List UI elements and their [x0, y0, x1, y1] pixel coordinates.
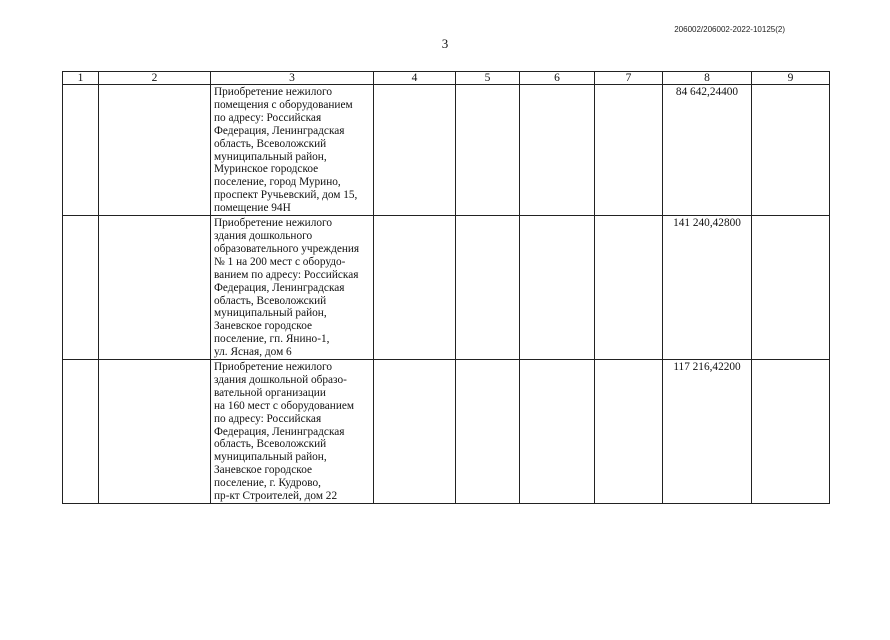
description-line: здания дошкольной образо- — [214, 373, 347, 386]
description-line: Приобретение нежилого — [214, 217, 332, 230]
description-line: муниципальный район, — [214, 150, 327, 163]
description-line: Заневское городское — [214, 464, 313, 477]
column-header: 4 — [374, 72, 456, 85]
table-cell — [595, 216, 663, 360]
table-cell — [374, 85, 456, 216]
document-id: 206002/206002-2022-10125(2) — [674, 25, 785, 34]
description-line: поселение, город Мурино, — [214, 176, 341, 189]
description-line: муниципальный район, — [214, 451, 327, 464]
description-line: ванием по адресу: Российская — [214, 268, 359, 281]
table-cell — [63, 216, 99, 360]
page-number: 3 — [441, 36, 449, 51]
table-cell — [99, 85, 211, 216]
table-cell — [63, 360, 99, 504]
description-line: здания дошкольного — [214, 229, 313, 242]
description-line: область, Всеволожский — [214, 137, 327, 150]
table-cell — [374, 360, 456, 504]
header-row — [63, 72, 830, 85]
description-line: ул. Ясная, дом 6 — [214, 346, 292, 359]
description-line: помещение 94Н — [214, 202, 291, 215]
amount-cell: 84 642,24400 — [663, 85, 752, 216]
description-line: образовательного учреждения — [214, 242, 360, 255]
description-line: № 1 на 200 мест с оборудо- — [214, 255, 346, 268]
amount-cell: 141 240,42800 — [663, 216, 752, 360]
column-header: 2 — [99, 72, 211, 85]
description-line: вательной организации — [214, 386, 326, 399]
description-line: область, Всеволожский — [214, 438, 327, 451]
description-line: Муринское городское — [214, 163, 319, 176]
table-row — [63, 85, 830, 216]
description-line: на 160 мест с оборудованием — [214, 399, 355, 412]
table-cell — [456, 216, 520, 360]
description-line: область, Всеволожский — [214, 294, 327, 307]
table-cell — [456, 85, 520, 216]
description-line: Приобретение нежилого — [214, 86, 332, 98]
table-cell — [374, 216, 456, 360]
description-line: проспект Ручьевский, дом 15, — [214, 189, 358, 202]
column-header: 8 — [663, 72, 752, 85]
column-header: 5 — [456, 72, 520, 85]
description-cell — [211, 85, 374, 216]
table-cell — [752, 85, 830, 216]
table-cell — [99, 216, 211, 360]
table-cell — [99, 360, 211, 504]
description-line: Федерация, Ленинградская — [214, 281, 345, 294]
table-cell — [595, 85, 663, 216]
description-line: Федерация, Ленинградская — [214, 425, 345, 438]
column-header: 7 — [595, 72, 663, 85]
description-line: поселение, гп. Янино-1, — [214, 333, 330, 346]
table-cell — [752, 216, 830, 360]
description-cell — [211, 360, 374, 504]
column-header: 1 — [63, 72, 99, 85]
column-header: 3 — [211, 72, 374, 85]
description-line: поселение, г. Кудрово, — [214, 477, 321, 490]
column-header: 6 — [520, 72, 595, 85]
table-row — [63, 216, 830, 360]
table-cell — [595, 360, 663, 504]
description-line: пр-кт Строителей, дом 22 — [214, 490, 338, 503]
description-line: Федерация, Ленинградская — [214, 124, 345, 137]
data-table — [62, 71, 830, 504]
table-row — [63, 360, 830, 504]
table-cell — [456, 360, 520, 504]
description-cell — [211, 216, 374, 360]
description-line: Заневское городское — [214, 320, 313, 333]
description-line: по адресу: Российская — [214, 412, 322, 425]
description-line: по адресу: Российская — [214, 111, 322, 124]
description-line: помещения с оборудованием — [214, 98, 353, 111]
table-cell — [520, 216, 595, 360]
table-cell — [63, 85, 99, 216]
amount-cell: 117 216,42200 — [663, 360, 752, 504]
description-line: муниципальный район, — [214, 307, 327, 320]
table-cell — [752, 360, 830, 504]
table-cell — [520, 85, 595, 216]
table-cell — [520, 360, 595, 504]
description-line: Приобретение нежилого — [214, 361, 332, 374]
column-header: 9 — [752, 72, 830, 85]
